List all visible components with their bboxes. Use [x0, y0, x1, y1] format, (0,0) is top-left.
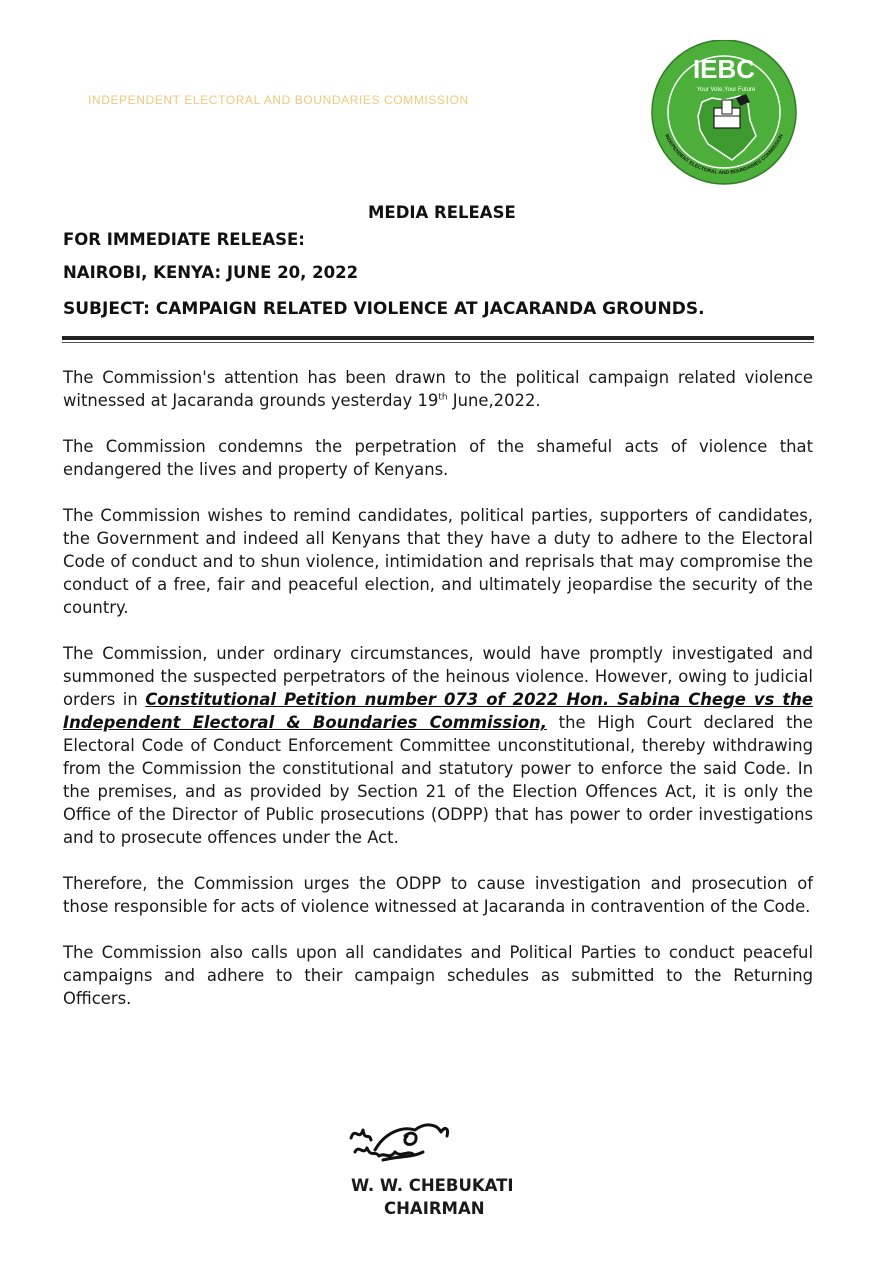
- paragraph-1: [63, 366, 813, 412]
- paragraph-3: The Commission wishes to remind candidates, political parties, supporters of candidates, the Government and indeed all Kenyans that they have a duty to adhere to the Electoral Code of conduct and to shun violence, intimidation and reprisals that may compromise the conduct of a free, fair and peaceful election, and ultimately jeopardise the security of the country.: [63, 506, 813, 617]
- paragraph-4-text-end: the High Court declared the Electoral Code of Conduct Enforcement Committee unconstitutional, thereby withdrawing from the Commission the constitutional and statutory power to enforce the said Code. In the premises, and as provided by Section 21 of the Election Offences Act, it is only the Office of the Director of Public prosecutions (ODPP) that has power to order investigations and to prosecute offences under the Act.: [63, 713, 813, 847]
- logo-acronym: IEBC: [692, 54, 756, 84]
- signatory-name: W. W. CHEBUKATI: [351, 1176, 514, 1195]
- handwritten-signature: [345, 1112, 455, 1176]
- dateline: NAIROBI, KENYA: JUNE 20, 2022: [63, 263, 359, 282]
- paragraph-5: Therefore, the Commission urges the ODPP to cause investigation and prosecution of those responsible for acts of violence witnessed at Jacaranda in contravention of the Code.: [63, 874, 813, 916]
- paragraph-1-text: The Commission's attention has been drawn to the political campaign related violence witnessed at Jacaranda grounds yesterday 19: [63, 368, 813, 410]
- logo-tagline: Your Vote,Your Future: [696, 87, 756, 93]
- subject-line: SUBJECT: CAMPAIGN RELATED VIOLENCE AT JACARANDA GROUNDS.: [63, 299, 705, 319]
- logo-ring-text: INDEPENDENT ELECTORAL AND BOUNDARIES COMMISSION: [663, 133, 785, 177]
- court-case-reference: Constitutional Petition number 073 of 2022 Hon. Sabina Chege vs the Independent Electoral & Boundaries Commission,: [63, 690, 814, 732]
- paragraph-1-text-end: June,2022.: [447, 391, 541, 410]
- release-body: [63, 366, 813, 1033]
- letterhead-organization: INDEPENDENT ELECTORAL AND BOUNDARIES COMMISSION: [88, 93, 469, 107]
- header-divider-thick: [62, 336, 814, 340]
- paragraph-4-text: The Commission, under ordinary circumstances, would have promptly investigated and summoned the suspected perpetrators of the heinous violence. However, owing to judicial orders in: [63, 644, 813, 709]
- paragraph-2: The Commission condemns the perpetration of the shameful acts of violence that endangered the lives and property of Kenyans.: [63, 437, 813, 479]
- release-note: FOR IMMEDIATE RELEASE:: [63, 230, 305, 249]
- signatory-title: CHAIRMAN: [384, 1199, 485, 1218]
- header-divider-thin: [62, 342, 814, 343]
- document-type-heading: MEDIA RELEASE: [368, 203, 516, 222]
- iebc-logo: [640, 40, 808, 190]
- paragraph-6: The Commission also calls upon all candidates and Political Parties to conduct peaceful campaigns and adhere to their campaign schedules as submitted to the Returning Officers.: [63, 943, 813, 1008]
- date-ordinal-suffix: th: [438, 392, 448, 403]
- paragraph-4: [63, 642, 813, 849]
